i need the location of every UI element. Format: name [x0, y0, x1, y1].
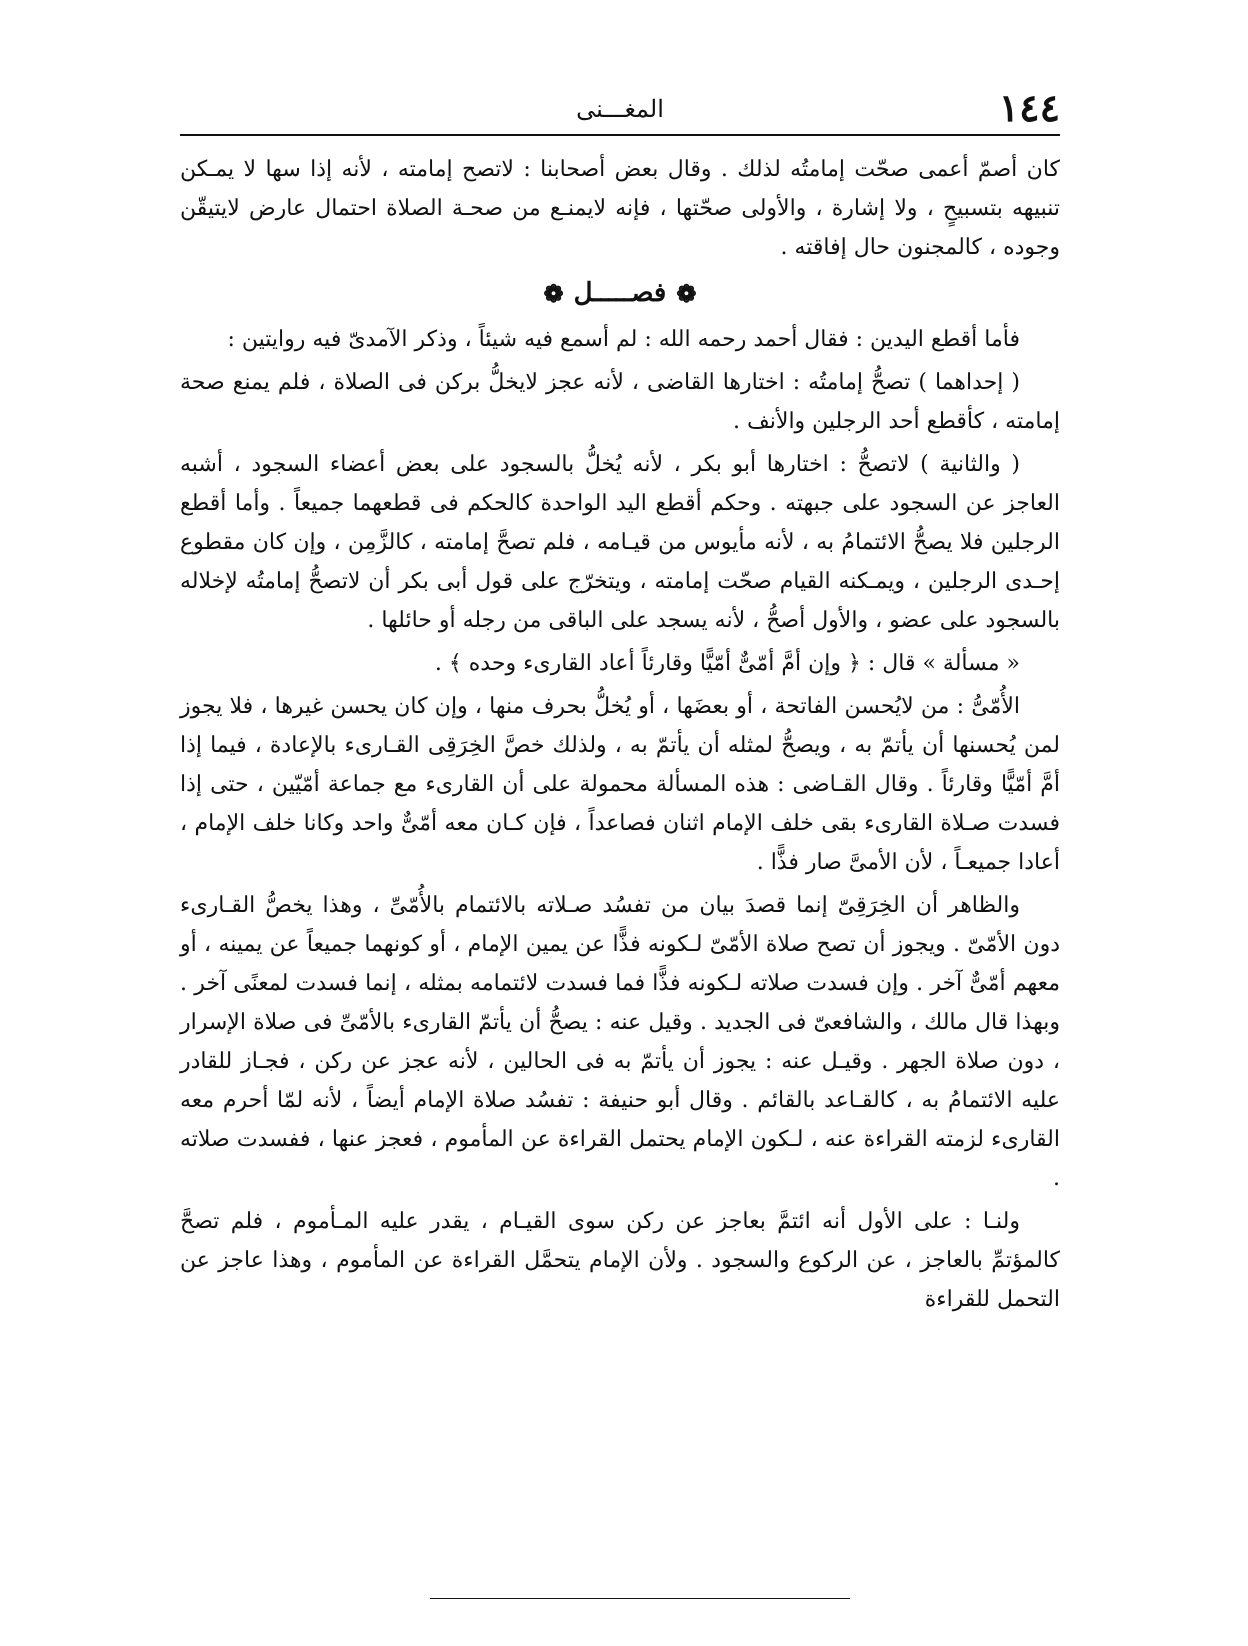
paragraph-8: ولنـا : على الأول أنه ائتمَّ بعاجز عن ركن سوى القيـام ، يقدر عليه المـأموم ، فلم تصحَّ كالمؤتمِّ بالعاجز ، عن الركوع والسجود . ولأن الإمام يتحمَّل القراءة عن المأموم ، وهذا عاجز عن التحمل للقراءة — [180, 1209, 1060, 1312]
ornament-icon: ❁ — [543, 279, 564, 308]
section-heading — [180, 271, 1060, 316]
paragraph-3: ( إحداهما ) تصحُّ إمامتُه : اختارها القاضى ، لأنه عجز لايخلُّ بركن فى الصلاة ، فلم يمنع صحة إمامته ، كأقطع أحد الرجلين والأنف . — [180, 370, 1060, 434]
paragraph-2: فأما أقطع اليدين : فقال أحمد رحمه الله : لم أسمع فيه شيئاً ، وذكر الآمدىّ فيه روايتين : — [227, 327, 1020, 352]
section-heading-label: فصـــــل — [573, 278, 667, 308]
paragraph-4: ( والثانية ) لاتصحُّ : اختارها أبو بكر ، لأنه يُخلُّ بالسجود على بعض أعضاء السجود ، أشبه العاجز عن السجود على جبهته . وحكم أقطع اليد الواحدة كالحكم فى قطعهما جميعاً . وأما أقطع الرجلين فلا يصحُّ الائتمامُ به ، لأنه مأيوس من قيـامه ، فلم تصحَّ إمامته ، كالزَّمِن ، وإن كان مقطوع إحـدى الرجلين ، ويمـكنه القيام صحّت إمامته ، ويتخرّج على قول أبى بكر أن لاتصحُّ إمامتُه لإخلاله بالسجود على عضو ، والأول أصحُّ ، لأنه يسجد على الباقى من رجله أو حائلها . — [180, 452, 1060, 633]
page-header — [180, 84, 1060, 134]
running-title: المغـــنى — [576, 95, 664, 123]
paragraph-5: « مسألة » قال : ﴿ وإن أمَّ أمّىٌّ أمّيًّا وقارئاً أعاد القارىء وحده ﴾ . — [434, 651, 1020, 676]
paragraph-7: والظاهر أن الخِرَقِىّ إنما قصدَ بيان من تفسُد صـلاته بالائتمام بالأُمّىِّ ، وهذا يخصُّ القـارىء دون الأمّىّ . ويجوز أن تصح صلاة الأمّىّ لـكونه فذًّا عن يمين الإمام ، أو كونهما جميعاً عن يمينه ، أو معهم أمّىٌّ آخر . وإن فسدت صلاته لـكونه فذًّا فما فسدت لائتمامه بمثله ، إنما فسدت لمعنًى آخر . وبهذا قال مالك ، والشافعىّ فى الجديد . وقيل عنه : يصحُّ أن يأتمّ القارىء بالأمّىِّ فى صلاة الإسرار ، دون صلاة الجهر . وقيـل عنه : يجوز أن يأتمّ به فى الحالين ، لأنه عجز عن ركن ، فجـاز للقادر عليه الائتمامُ به ، كالقـاعد بالقائم . وقال أبو حنيفة : تفسُد صلاة الإمام أيضاً ، لأنه لمّا أحرم معه القارىء لزمته القراءة عنه ، لـكون الإمام يحتمل القراءة عن المأموم ، فعجز عنها ، ففسدت صلاته . — [180, 893, 1061, 1191]
paragraph-1: كان أصمّ أعمى صحّت إمامتُه لذلك . وقال بعض أصحابنا : لاتصح إمامته ، لأنه إذا سها لا يمـكن تنبيهه بتسبيحٍ ، ولا إشارة ، والأولى صحّتها ، فإنه لايمنـع من صحـة الصلاة احتمال عارض لايتيقّن وجوده ، كالمجنون حال إفاقته . — [180, 157, 1060, 260]
header-rule — [180, 134, 1060, 136]
footer-rule — [430, 1598, 850, 1599]
ornament-icon: ❁ — [676, 279, 697, 308]
paragraph-6: الأُمّىُّ : من لايُحسن الفاتحة ، أو بعضَها ، أو يُخلُّ بحرف منها ، وإن كان يحسن غيرها ، فلا يجوز لمن يُحسنها أن يأتمّ به ، ويصحُّ لمثله أن يأتمّ به ، ولذلك خصَّ الخِرَقِى القـارىء بالإعادة ، فيما إذا أمَّ أمّيًّا وقارئاً . وقال القـاضى : هذه المسألة محمولة على أن القارىء مع جماعة أمّيّين ، حتى إذا فسدت صـلاة القارىء بقى خلف الإمام اثنان فصاعداً ، فإن كـان معه أمّىٌّ واحد وكانا خلف الإمام ، أعادا جميعـاً ، لأن الأمىَّ صار فذًّا . — [180, 694, 1060, 875]
page-body — [180, 150, 1060, 1323]
page-number: ١٤٤ — [998, 85, 1060, 130]
